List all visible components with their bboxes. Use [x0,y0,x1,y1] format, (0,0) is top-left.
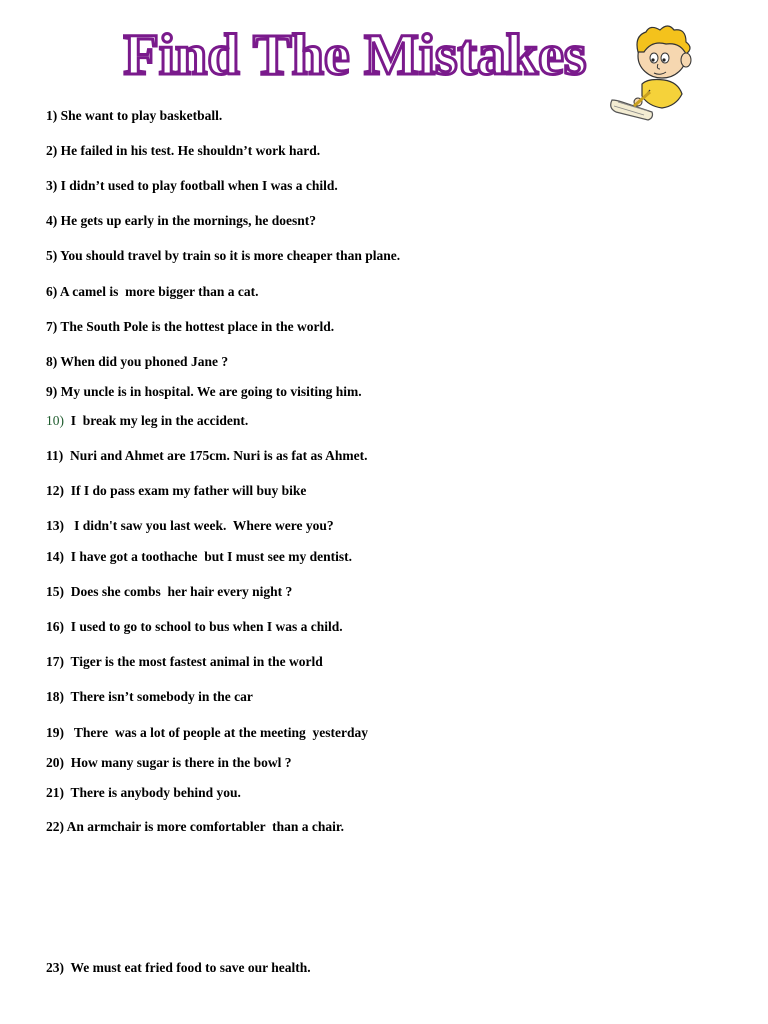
sentence-item [46,384,362,400]
sentence-number: 11) [46,448,64,463]
sentence-number: 20) [46,755,64,770]
sentence-item [46,448,368,464]
sentence-text: We must eat fried food to save our health. [64,960,311,975]
sentence-number: 12) [46,483,64,498]
sentence-number: 10) [46,413,64,428]
sentence-number: 16) [46,619,64,634]
sentence-text: You should travel by train so it is more cheaper than plane. [57,248,401,263]
sentence-item [46,518,334,534]
sentence-number: 4) [46,213,58,228]
sentence-text: There isn’t somebody in the car [64,689,253,704]
sentence-item [46,689,253,705]
sentence-text: I didn't saw you last week. Where were you? [64,518,334,533]
sentence-item [46,549,352,565]
sentence-number: 7) [46,319,58,334]
sentence-text: I break my leg in the accident. [64,413,249,428]
sentence-number: 9) [46,384,58,399]
sentence-text: Nuri and Ahmet are 175cm. Nuri is as fat as Ahmet. [63,448,368,463]
title-text: Find The Mistakes [123,22,587,87]
sentence-text: The South Pole is the hottest place in the world. [57,319,335,334]
sentence-number: 21) [46,785,64,800]
sentence-item [46,413,248,429]
worksheet-title [120,10,590,90]
cartoon-boy-writing-icon [604,22,712,122]
sentence-text: I didn’t used to play football when I was a child. [57,178,338,193]
sentence-number: 18) [46,689,64,704]
sentence-text: An armchair is more comfortabler than a chair. [64,819,344,834]
sentence-number: 8) [46,354,58,369]
sentence-item [46,819,344,835]
sentence-item [46,284,258,300]
sentence-text: My uncle is in hospital. We are going to visiting him. [57,384,362,399]
sentence-item [46,654,323,670]
sentence-number: 22) [46,819,64,834]
sentence-item [46,584,292,600]
sentence-number: 2) [46,143,58,158]
sentence-item [46,960,311,976]
sentence-item [46,354,228,370]
sentence-item [46,108,222,124]
title-wordart [120,10,590,90]
sentence-item [46,619,343,635]
sentence-number: 13) [46,518,64,533]
sentence-number: 15) [46,584,64,599]
sentence-text: He gets up early in the mornings, he doesnt? [57,213,317,228]
sentence-text: He failed in his test. He shouldn’t work hard. [57,143,321,158]
sentence-item [46,178,338,194]
sentence-text: I used to go to school to bus when I was a child. [64,619,343,634]
sentence-number: 23) [46,960,64,975]
sentence-number: 14) [46,549,64,564]
sentence-item [46,755,292,771]
sentence-item [46,143,320,159]
sentence-number: 6) [46,284,58,299]
sentence-item [46,483,306,499]
sentence-text: A camel is more bigger than a cat. [57,284,259,299]
sentence-number: 17) [46,654,64,669]
sentence-text: She want to play basketball. [57,108,223,123]
sentence-text: When did you phoned Jane ? [57,354,229,369]
sentence-number: 3) [46,178,58,193]
sentence-number: 1) [46,108,58,123]
sentence-text: I have got a toothache but I must see my dentist. [64,549,352,564]
sentence-text: There was a lot of people at the meeting yesterday [64,725,368,740]
sentence-item [46,785,241,801]
sentence-text: Does she combs her hair every night ? [64,584,293,599]
sentence-number: 19) [46,725,64,740]
sentence-text: How many sugar is there in the bowl ? [64,755,292,770]
sentence-item [46,319,334,335]
sentence-text: Tiger is the most fastest animal in the world [64,654,323,669]
sentence-text: There is anybody behind you. [64,785,241,800]
sentence-item [46,213,316,229]
sentence-text: If I do pass exam my father will buy bike [64,483,307,498]
sentence-item [46,725,368,741]
sentence-item [46,248,400,264]
sentence-number: 5) [46,248,58,263]
